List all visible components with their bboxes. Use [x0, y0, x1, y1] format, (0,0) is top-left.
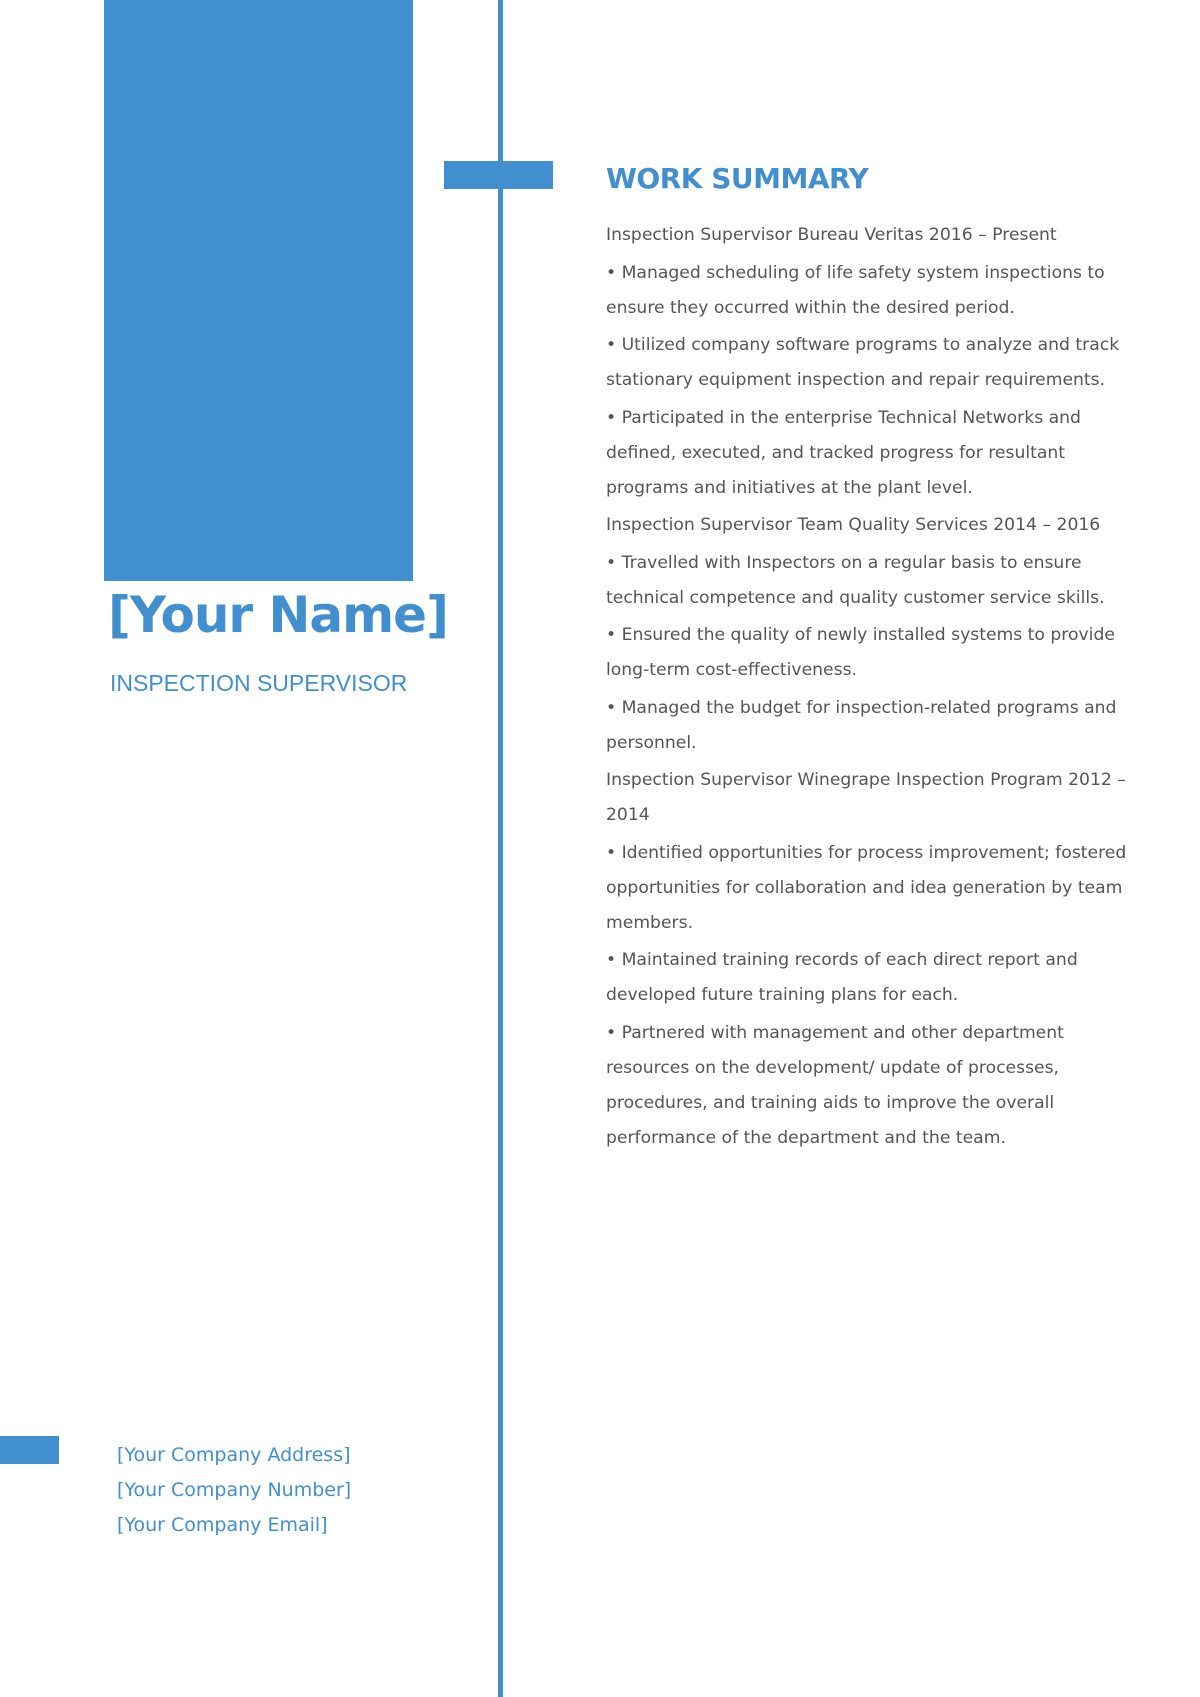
job-bullet: • Participated in the enterprise Technical Networks and defined, executed, and tracked progress for resultant programs and initiatives at the plant level.: [606, 407, 1081, 498]
section-marker-bar: [444, 161, 553, 189]
job-bullet: • Utilized company software programs to analyze and track stationary equipment inspection and repair requirements.: [606, 335, 1120, 390]
job-entry-heading: Inspection Supervisor Team Quality Services 2014 – 2016: [606, 515, 1101, 535]
job-bullet: • Travelled with Inspectors on a regular basis to ensure technical competence and quality customer service skills.: [606, 552, 1105, 608]
company-number: [Your Company Number]: [117, 1479, 352, 1501]
work-summary-list: [606, 218, 1146, 1156]
job-bullet: • Maintained training records of each direct report and developed future training plans for each.: [606, 950, 1078, 1005]
candidate-name: [Your Name]: [108, 586, 448, 644]
job-bullet: • Managed scheduling of life safety system inspections to ensure they occurred within the desired period.: [606, 262, 1105, 318]
job-title: INSPECTION SUPERVISOR: [110, 670, 408, 696]
contact-marker-bar: [0, 1436, 59, 1464]
job-entry-heading: Inspection Supervisor Winegrape Inspection Program 2012 – 2014: [606, 770, 1126, 825]
header-color-block: [104, 0, 413, 581]
vertical-divider-line: [498, 0, 503, 1697]
job-bullet: • Identified opportunities for process improvement; fostered opportunities for collaboration and idea generation by team members.: [606, 842, 1127, 933]
work-summary-section: [606, 160, 1146, 1158]
company-email: [Your Company Email]: [117, 1514, 328, 1536]
section-heading: WORK SUMMARY: [606, 162, 869, 195]
job-bullet: • Ensured the quality of newly installed systems to provide long-term cost-effectiveness.: [606, 625, 1115, 680]
job-entry-heading: Inspection Supervisor Bureau Veritas 2016 – Present: [606, 225, 1057, 245]
company-address: [Your Company Address]: [117, 1444, 351, 1466]
job-bullet: • Managed the budget for inspection-related programs and personnel.: [606, 697, 1117, 753]
job-bullet: • Partnered with management and other department resources on the development/ update of processes, procedures, and training aids to improve the overall performance of the department and the team.: [606, 1022, 1064, 1148]
contact-block: [117, 1438, 351, 1543]
